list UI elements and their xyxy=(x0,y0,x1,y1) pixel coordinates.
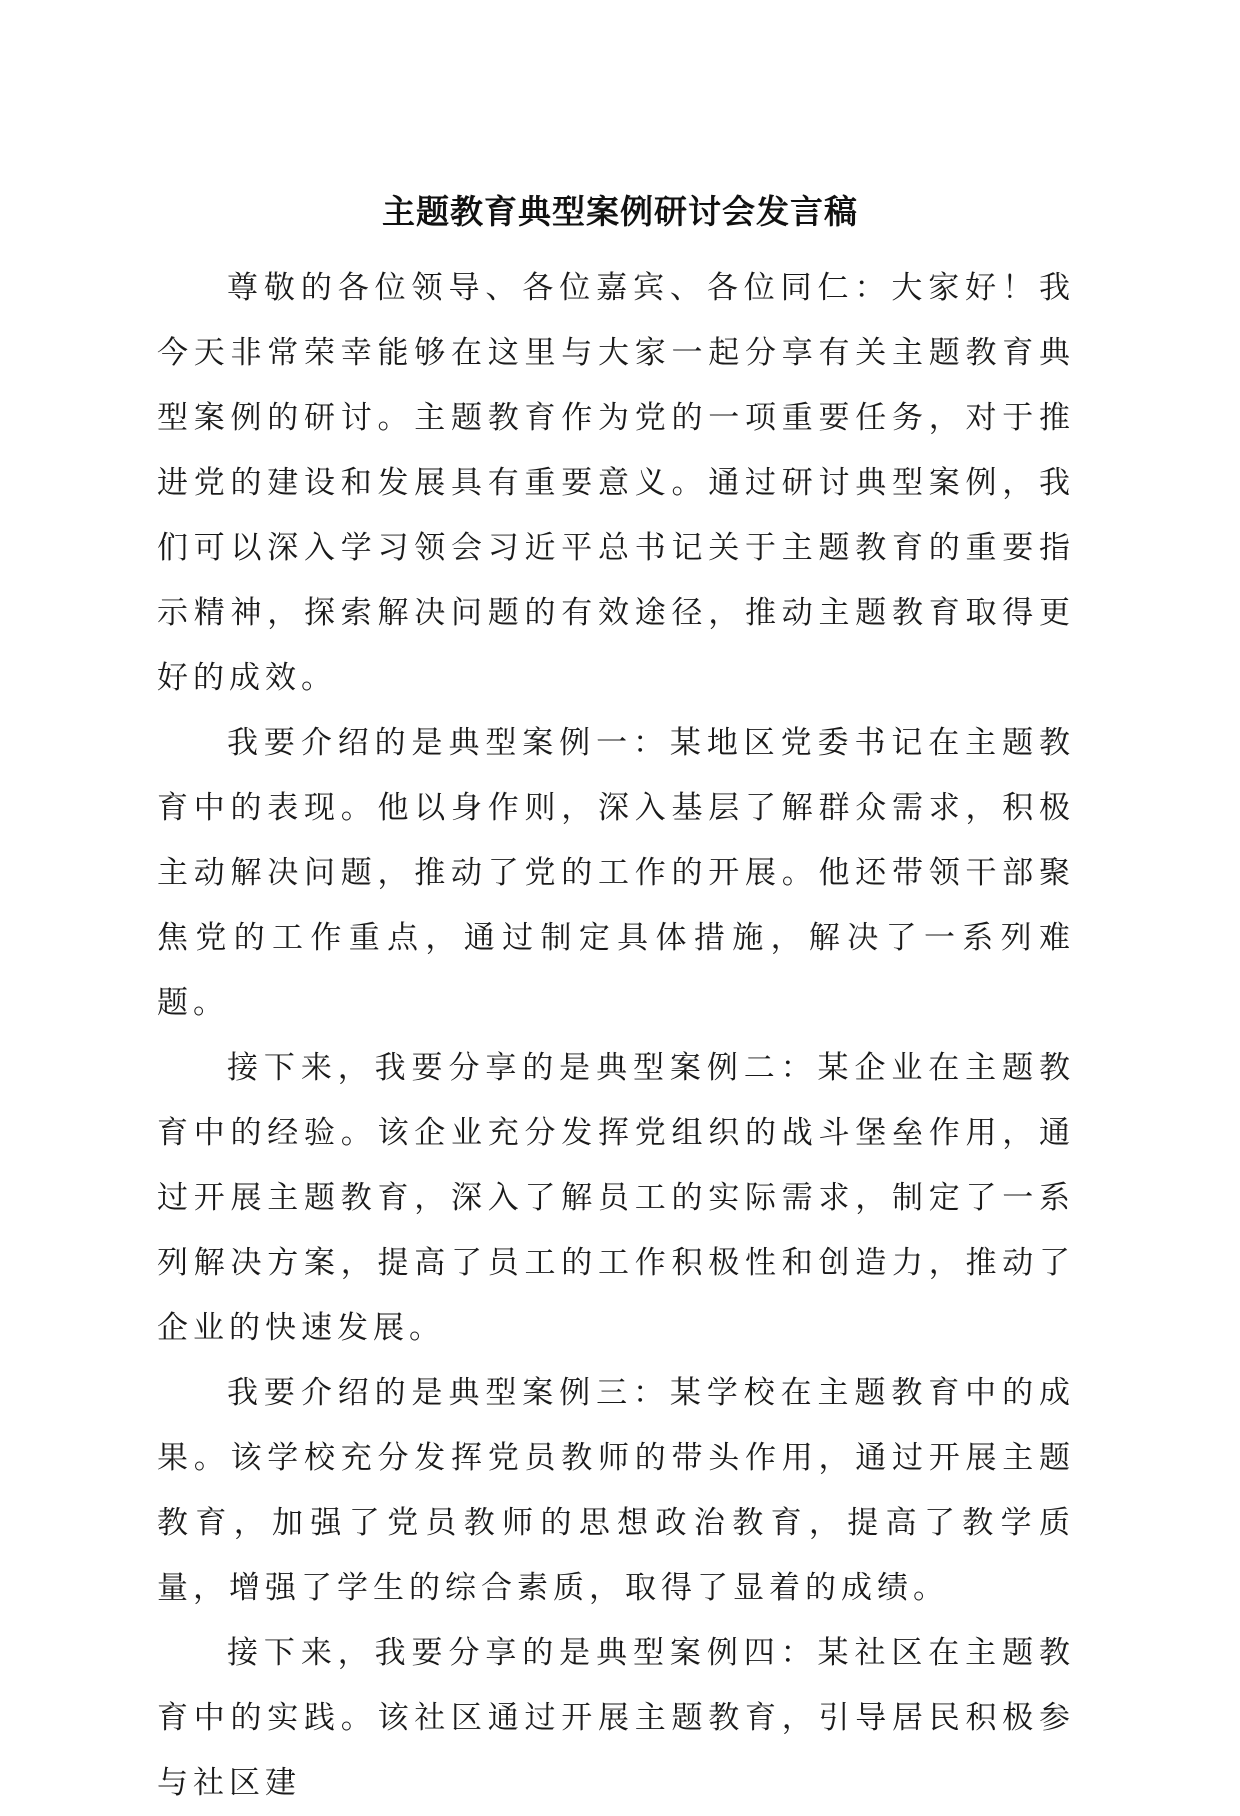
document-title: 主题教育典型案例研讨会发言稿 xyxy=(382,192,858,231)
paragraph-case-one: 我要介绍的是典型案例一：某地区党委书记在主题教育中的表现。他以身作则，深入基层了解群众需求，积极主动解决问题，推动了党的工作的开展。他还带领干部聚焦党的工作重点，通过制定具体措施，解决了一系列难题。 xyxy=(157,725,1075,1021)
paragraph-case-four: 接下来，我要分享的是典型案例四：某社区在主题教育中的实践。该社区通过开展主题教育，引导居民积极参与社区建 xyxy=(157,1635,1075,1801)
paragraph-case-three: 我要介绍的是典型案例三：某学校在主题教育中的成果。该学校充分发挥党员教师的带头作用，通过开展主题教育，加强了党员教师的思想政治教育，提高了教学质量，增强了学生的综合素质，取得了显着的成绩。 xyxy=(157,1375,1075,1606)
document-body xyxy=(157,256,1075,1816)
paragraph-case-two: 接下来，我要分享的是典型案例二：某企业在主题教育中的经验。该企业充分发挥党组织的战斗堡垒作用，通过开展主题教育，深入了解员工的实际需求，制定了一系列解决方案，提高了员工的工作积极性和创造力，推动了企业的快速发展。 xyxy=(157,1050,1075,1346)
paragraph-greeting: 尊敬的各位领导、各位嘉宾、各位同仁：大家好！我今天非常荣幸能够在这里与大家一起分享有关主题教育典型案例的研讨。主题教育作为党的一项重要任务，对于推进党的建设和发展具有重要意义。通过研讨典型案例，我们可以深入学习领会习近平总书记关于主题教育的重要指示精神，探索解决问题的有效途径，推动主题教育取得更好的成效。 xyxy=(157,270,1075,696)
